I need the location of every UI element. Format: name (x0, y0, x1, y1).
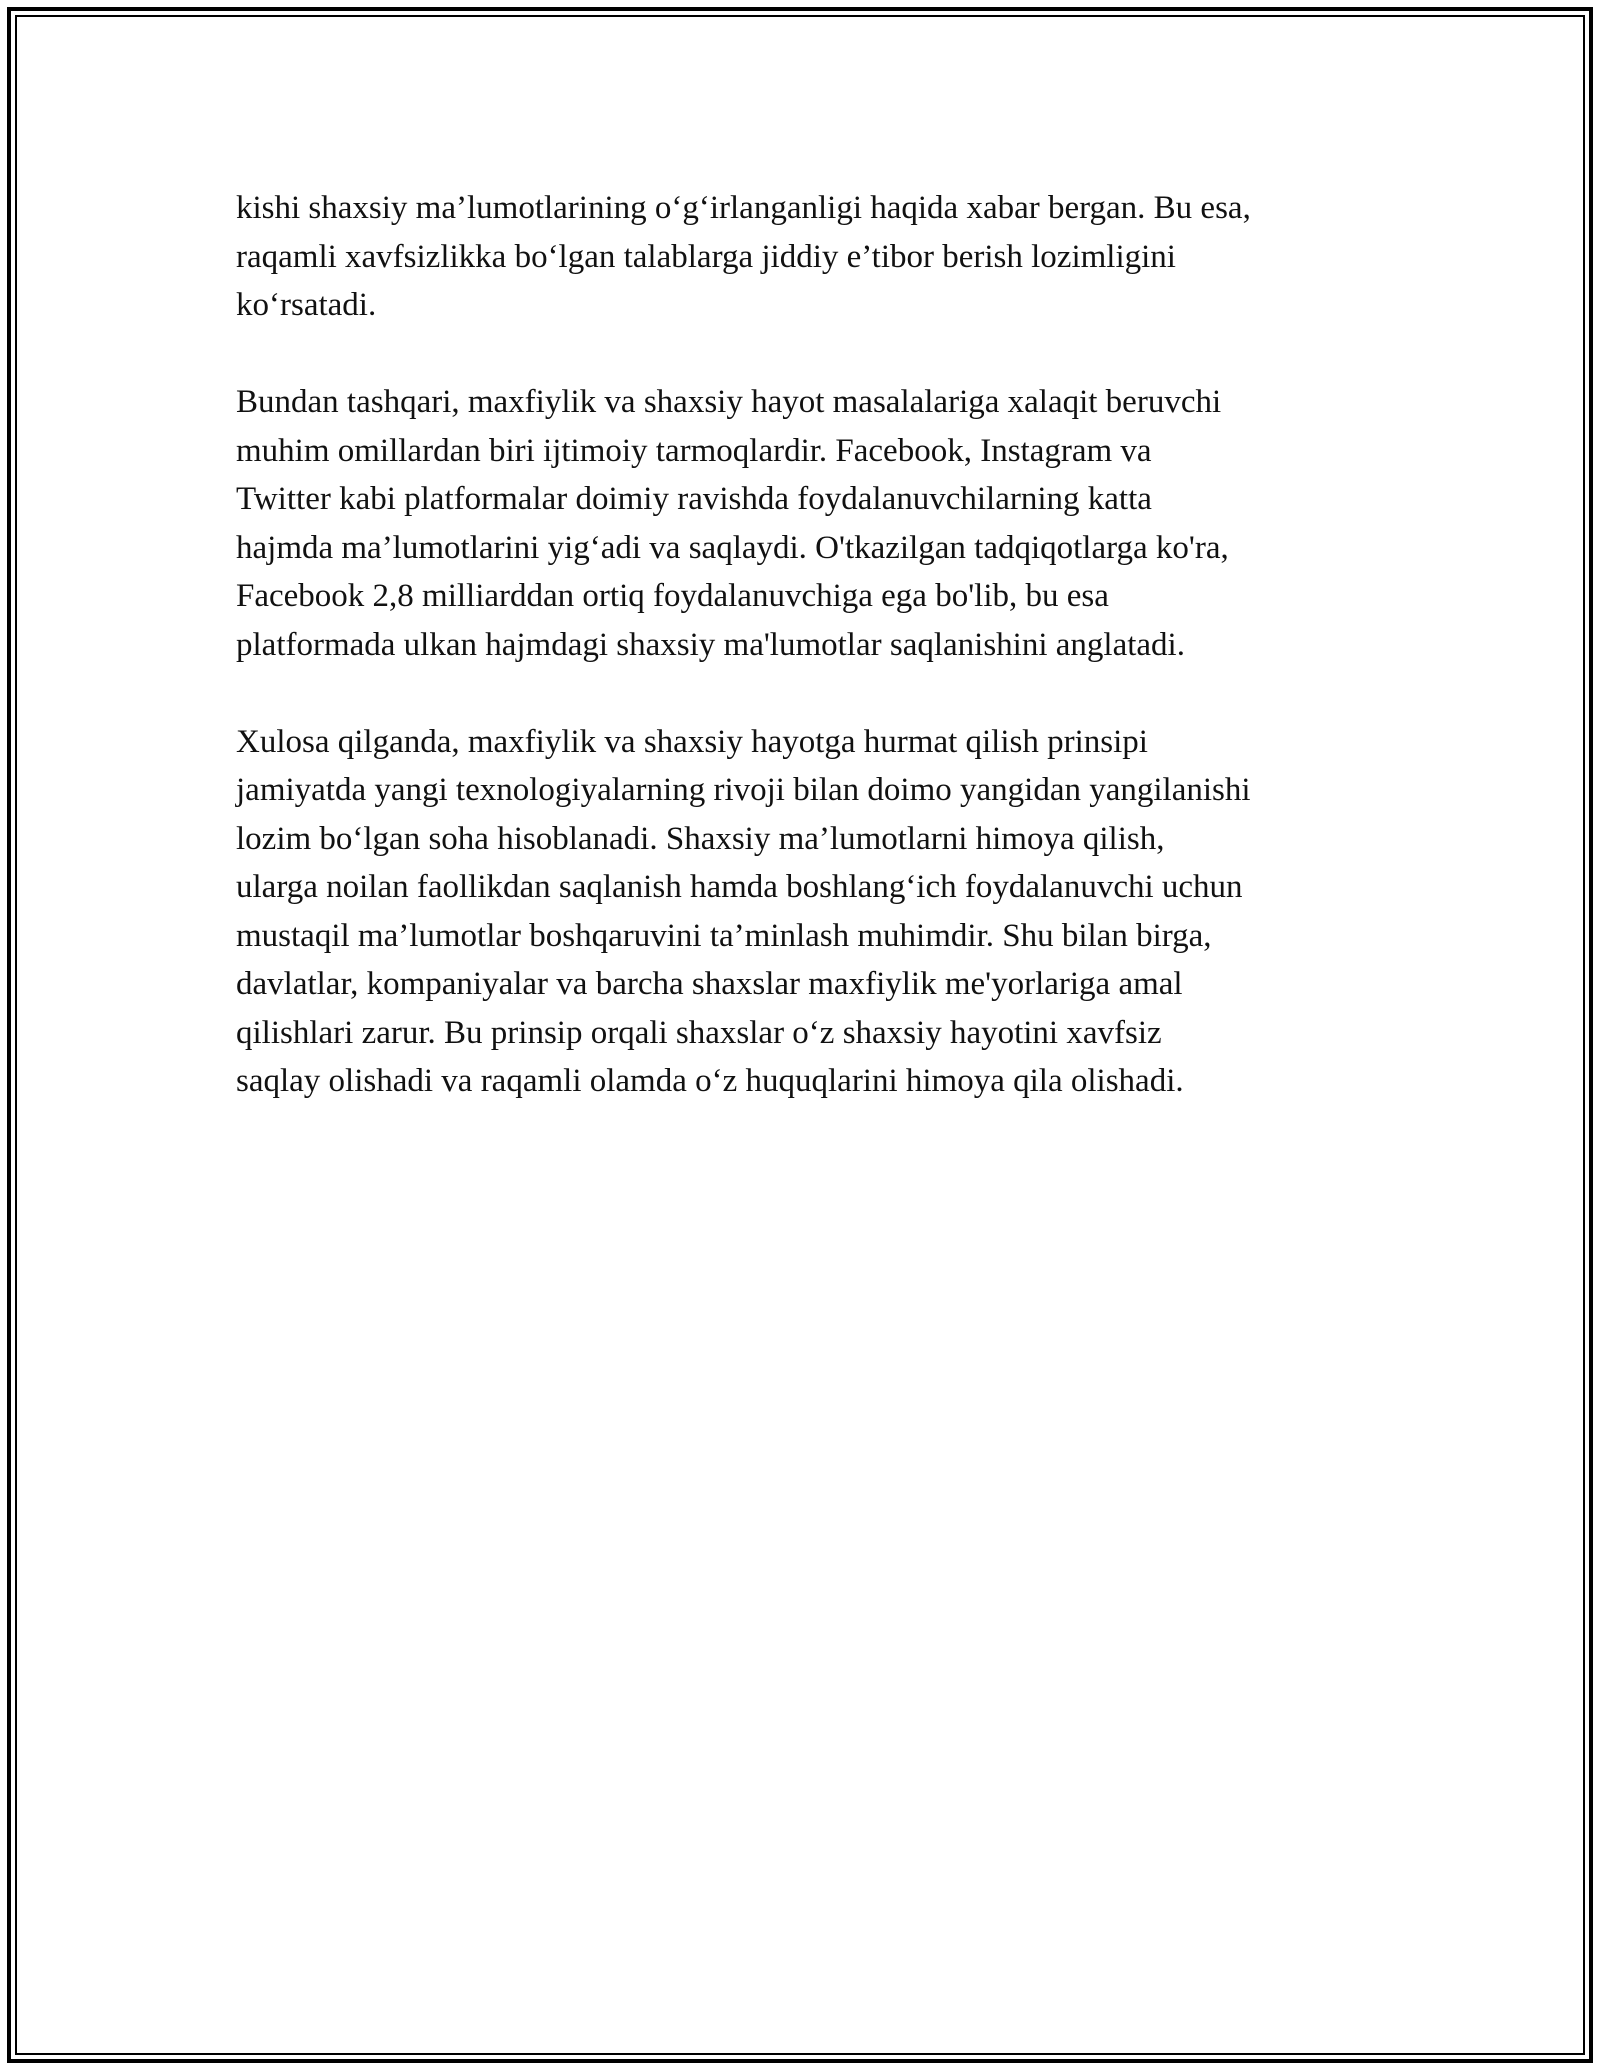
text-line: qilishlari zarur. Bu prinsip orqali shaxslar o‘z shaxsiy hayotini xavfsiz (236, 1014, 1162, 1051)
text-line: ko‘rsatadi. (236, 287, 377, 323)
text-line: kishi shaxsiy ma’lumotlarining o‘g‘irlanganligi haqida xabar bergan. Bu esa, (236, 190, 1251, 226)
text-line: muhim omillardan biri ijtimoiy tarmoqlardir. Facebook, Instagram va (236, 432, 1152, 469)
text-line: Xulosa qilganda, maxfiylik va shaxsiy hayotga hurmat qilish prinsipi (236, 723, 1148, 760)
text-line: Facebook 2,8 milliarddan ortiq foydalanuvchiga ega bo'lib, bu esa (236, 578, 1109, 614)
text-line: Twitter kabi platformalar doimiy ravishda foydalanuvchilarning katta (236, 481, 1152, 517)
paragraph-2 (236, 378, 1376, 669)
text-line: Bundan tashqari, maxfiylik va shaxsiy hayot masalalariga xalaqit beruvchi (236, 384, 1222, 420)
text-line: platformada ulkan hajmdagi shaxsiy ma'lumotlar saqlanishini anglatadi. (236, 626, 1185, 663)
text-line: ularga noilan faollikdan saqlanish hamda boshlang‘ich foydalanuvchi uchun (236, 869, 1243, 905)
text-line: hajmda ma’lumotlarini yig‘adi va saqlaydi. O'tkazilgan tadqiqotlarga ko'ra, (236, 529, 1229, 566)
text-line: saqlay olishadi va raqamli olamda o‘z huquqlarini himoya qila olishadi. (236, 1063, 1184, 1099)
text-line: lozim bo‘lgan soha hisoblanadi. Shaxsiy ma’lumotlarni himoya qilish, (236, 820, 1165, 857)
document-body (236, 184, 1376, 1154)
text-line: raqamli xavfsizlikka bo‘lgan talablarga jiddiy e’tibor berish lozimligini (236, 238, 1176, 275)
paragraph-3 (236, 718, 1376, 1106)
text-line: jamiyatda yangi texnologiyalarning rivoji bilan doimo yangidan yangilanishi (236, 772, 1251, 808)
text-line: mustaqil ma’lumotlar boshqaruvini ta’minlash muhimdir. Shu bilan birga, (236, 917, 1212, 954)
paragraph-1 (236, 184, 1376, 330)
text-line: davlatlar, kompaniyalar va barcha shaxslar maxfiylik me'yorlariga amal (236, 966, 1183, 1002)
